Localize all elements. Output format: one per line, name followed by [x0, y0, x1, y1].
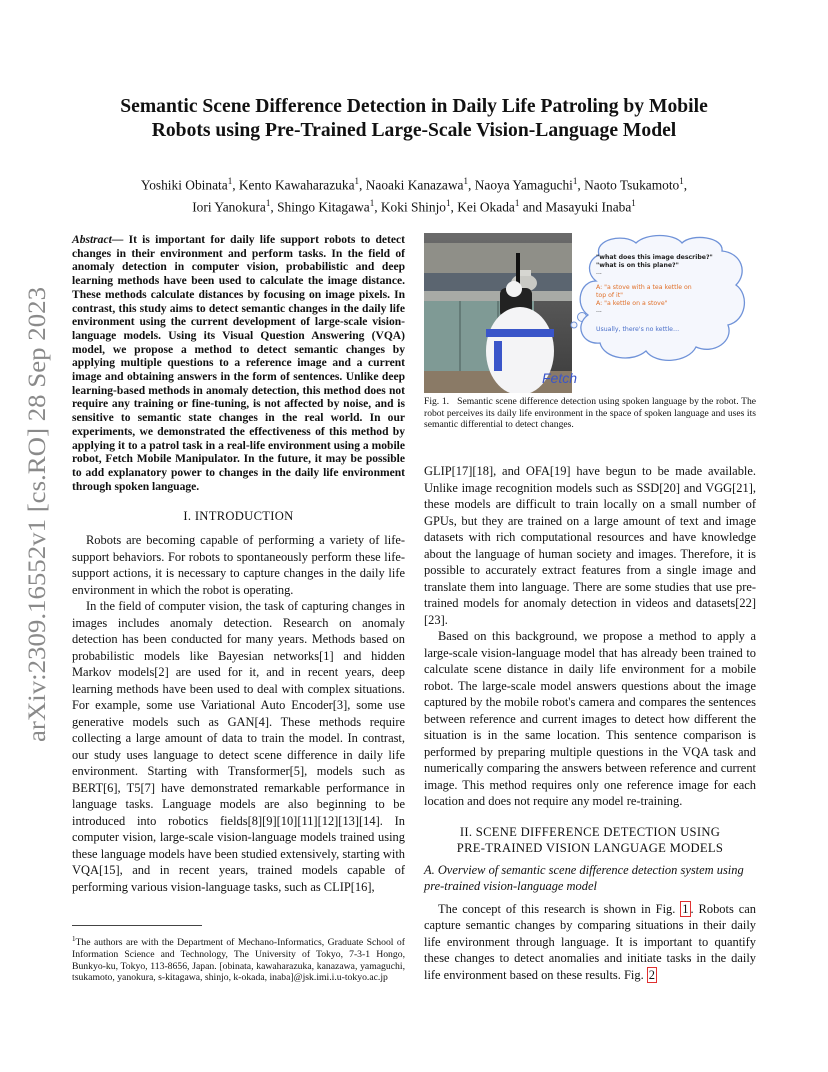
bubble-answer-1b: top of it" [596, 292, 624, 299]
author-affiliation-marker: 1 [369, 198, 375, 209]
thought-bubble [580, 236, 744, 361]
author-affiliation-marker: 1 [265, 198, 271, 209]
bubble-ellipsis-1: ... [596, 269, 602, 276]
figure-1-caption-label: Fig. 1. [424, 396, 450, 407]
author-affiliation-marker: 1 [514, 198, 520, 209]
robot-kitchen-photo [424, 233, 577, 393]
author-list [60, 172, 768, 217]
author-name: Koki Shinjo [380, 199, 446, 215]
author-affiliation-marker: 1 [631, 198, 636, 209]
right-column [424, 463, 756, 983]
author-affiliation-marker: 1 [354, 176, 360, 186]
author-affiliation-marker: 1 [463, 176, 468, 186]
right-paragraph-1: GLIP[17][18], and OFA[19] have begun to be made available. Unlike image recognition models such as SSD[20] and VGG[21], these models are difficult to train locally on a small number of GPUs, but they are trained on a large amount of text and image datasets with rich computational resources and have knowledge about the language of human society and images. Therefore, it is possible to accurately extract features from a single image and translate them into language. There are some studies that use pre-trained models for anomaly detection in videos and datasets[22][23]. [424, 464, 756, 627]
bubble-ellipsis-2: ... [596, 307, 602, 314]
author-affiliation-marker: 1 [446, 198, 451, 209]
arxiv-stamp-text: arXiv:2309.16552v1 [cs.RO] 28 Sep 2023 [24, 318, 51, 742]
right-paragraph-3-text-a: The concept of this research is shown in Fig. [438, 901, 676, 916]
figure-1-caption [424, 396, 756, 431]
author-affiliation-marker: 1 [227, 176, 233, 186]
abstract-text: It is important for daily life support robots to detect changes in their environment and perform tasks. In the field of anomaly detection in computer vision, probabilistic and deep learning methods have been used to calculate the image distance. These methods calculate distances by focusing on image pixels. In contrast, this study aims to detect semantic changes in the daily life environment using the current development of large-scale vision-language models. Using its Visual Question Answering (VQA) model, we propose a method to detect semantic changes by applying multiple questions to a reference image and a current image and obtaining answers in the form of sentences. Unlike deep learning-based methods in anomaly detection, this method does not require any training or fine-tuning, is not affected by noise, and is sensitive to semantic state changes in the real world. In our experiments, we demonstrated the effectiveness of this method by applying it to a patrol task in a real-life environment using a mobile robot, Fetch Mobile Manipulator. In the future, it may be possible to add explanatory power to changes in the daily life environment through spoken language. [72, 234, 405, 493]
right-paragraph-3-text-b: . Robots can capture semantic changes by comparing situations in their daily life environment through language. It is important to quantify these changes to detect anomalies and initiate tasks in the daily life environment based on these results. Fig. [424, 901, 756, 982]
title-line-1: Semantic Scene Difference Detection in Daily Life Patroling by Mobile [120, 96, 708, 117]
figure-1-illustration [424, 233, 756, 393]
author-name: Naoaki Kanazawa [365, 177, 464, 193]
bubble-question-2: "what is on this plane?" [596, 262, 679, 269]
right-paragraph-3 [424, 901, 756, 984]
author-name: Naoto Tsukamoto [584, 177, 680, 193]
thought-dot-small [571, 322, 577, 328]
paper-title [60, 95, 768, 143]
abstract: Abstract— It is important for daily life support robots to detect changes in their environment and perform tasks. In the field of anomaly detection in computer vision, probabilistic and deep learning methods have been used to calculate the image distance. These methods calculate distances by focusing on image pixels. In contrast, this study aims to detect semantic changes in the daily life environment using the current development of large-scale vision-language models. Using its Visual Question Answering (VQA) model, we propose a method to detect semantic changes by applying multiple questions to a reference image and a current image and obtaining answers in the form of sentences. Unlike deep learning-based methods in anomaly detection, this method does not require any training or fine-tuning, is not affected by noise, and is sensitive to semantic state changes in the real world. In our experiments, we demonstrated the effectiveness of this method by applying it to a patrol task in a real-life environment using a mobile robot, Fetch Mobile Manipulator. In the future, it may be possible to add explanatory power to changes in the daily life environment through spoken language. [72, 234, 405, 493]
intro-paragraph-1: Robots are becoming capable of performing a variety of life-support behaviors. For robots to spontaneously perform these life-support actions, it is necessary to capture changes in the daily life environment in which the robot is operating. [72, 533, 405, 597]
author-affiliation-marker: 1 [572, 176, 578, 186]
author-name: Yoshiki Obinata [140, 177, 228, 193]
author-name: Shingo Kitagawa [277, 199, 370, 215]
section-heading-2 [424, 824, 756, 856]
author-name: Naoya Yamaguchi [474, 177, 573, 193]
figure-1 [424, 233, 756, 393]
figure-2-link[interactable]: 2 [648, 967, 656, 982]
footnote-text: The authors are with the Department of Mechano-Informatics, Graduate School of Information Science and Technology, The University of Tokyo, 7-3-1 Hongo, Bunkyo-ku, Tokyo, 113-8656, Japan. [obinata, kawaharazuka, kanazawa, yamaguchi, tsukamoto, yanokura, s-kitagawa, shinjo, k-okada, inaba]@jsk.imi.i.u-tokyo.ac.jp [72, 937, 405, 984]
arxiv-stamp-svg [14, 280, 54, 750]
bubble-question-1: "what does this image describe?" [596, 254, 713, 261]
author-name: Kento Kawaharazuka [238, 177, 355, 193]
footnote-marker: 1 [72, 935, 76, 943]
footnote [72, 934, 405, 984]
left-column [72, 234, 405, 895]
figure-1-caption-text: Semantic scene difference detection using spoken language by the robot. The robot perceives its daily life environment in the space of spoken language and uses its semantic differential to detect changes. [424, 396, 757, 431]
author-name: Kei Okada [457, 199, 515, 215]
title-line-2: Robots using Pre-Trained Large-Scale Vision-Language Model [151, 120, 677, 141]
section-2-line-1: II. SCENE DIFFERENCE DETECTION USING [459, 824, 721, 839]
author-name: Iori Yanokura [192, 199, 266, 215]
right-paragraph-2: Based on this background, we propose a method to apply a large-scale vision-language model that has already been trained to calculate scene distance in daily life environment for a mobile robot. The large-scale model answers questions about the image captured by the mobile robot's camera and compares the sentences between reference and current images to detect how different the situation is in the same location. This sentence comparison is performed by preparing multiple questions in the VQA task and numerically comparing the answers between reference and current image. This method requires only one reference image for each location and does not require any model re-training. [424, 629, 756, 808]
intro-paragraph-2: In the field of computer vision, the task of capturing changes in images includes anomaly detection. Research on anomaly detection has been conducted for many years. Methods based on probabilistic models like Bayesian networks[1] and hidden Markov models[2] are used for it, and in recent years, deep learning methods have been used to deal with complex situations. For example, some use Variational Auto Encoder[3], some use generative models such as GAN[4]. These methods require collecting a large amount of data to train the model. In contrast, our study uses language to detect scene difference in daily life environment. Starting with Transformer[5], models such as BERT[6], T5[7] have demonstrated remarkable performance in language tasks. Language models are also beginning to be introduced into robotics fields[8][9][10][11][12][13][14]. In computer vision, large-scale vision-language models trained using these language models have been studied extensively, starting with VQA[15], and in recent years, trained models capable of performing various vision-language tasks, such as CLIP[16], [72, 599, 405, 894]
robot-brand-text: Fetch [542, 370, 578, 386]
bubble-answer-1a: A: "a stove with a tea kettle on [596, 284, 692, 291]
author-line-2: Iori Yanokura$^1$, Shingo Kitagawa$^1$, Koki Shinjo$^1$, Kei Okada$^1$ and Masayuki Inaba$^1$ [192, 198, 636, 215]
figure-1-link[interactable]: 1 [682, 901, 689, 916]
bubble-answer-2: A: "a kettle on a stove" [596, 300, 668, 307]
footnote-rule [72, 925, 202, 926]
bubble-conclusion: Usually, there's no kettle… [596, 326, 680, 333]
section-heading-introduction: I. INTRODUCTION [183, 509, 294, 524]
author-affiliation-marker: 1 [679, 176, 684, 186]
author-line-1: Yoshiki Obinata$^1$, Kento Kawaharazuka$^1$, Naoaki Kanazawa$^1$, Naoya Yamaguchi$^1$, Naoto Tsukamoto$^1$, [140, 176, 688, 193]
author-name: Masayuki Inaba [545, 199, 632, 215]
section-2-line-2: PRE-TRAINED VISION LANGUAGE MODELS [456, 840, 724, 855]
arxiv-identifier-stamp [14, 280, 54, 750]
abstract-label: Abstract [72, 234, 112, 246]
subsection-a-heading: A. Overview of semantic scene difference detection system using pre-trained vision-language model [424, 862, 744, 893]
